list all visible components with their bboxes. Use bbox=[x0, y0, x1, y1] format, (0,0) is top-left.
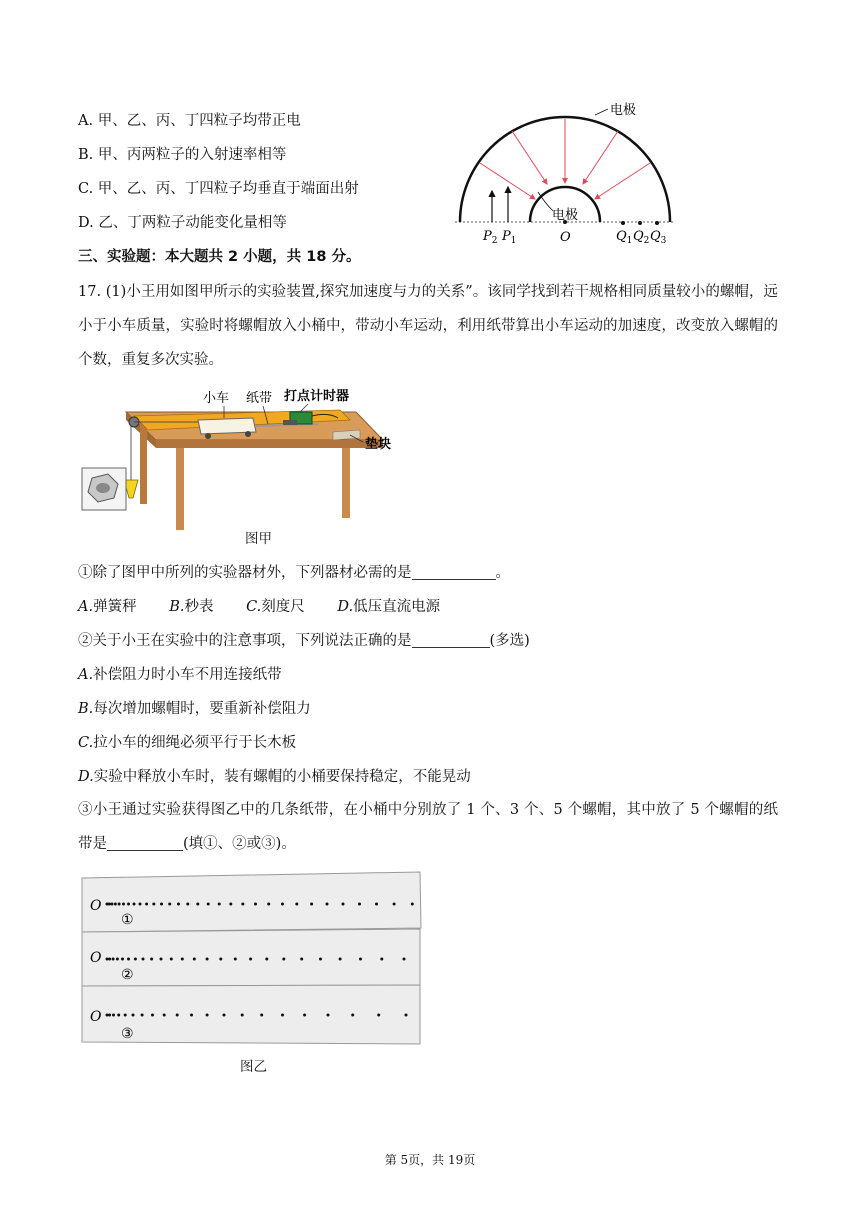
tape-2-origin: O bbox=[90, 950, 102, 966]
tape-dot bbox=[108, 958, 111, 961]
q2-option-d: D.实验中释放小车时，装有螺帽的小桶要保持稳定，不能晃动 bbox=[78, 769, 471, 785]
label-q2: Q bbox=[633, 229, 644, 244]
option-d: D. 乙、丁两粒子动能变化量相等 bbox=[78, 215, 287, 231]
tape-dot bbox=[132, 1014, 135, 1017]
option-a: A. 甲、乙、丙、丁四粒子均带正电 bbox=[78, 113, 301, 129]
option-c: C. 甲、乙、丙、丁四粒子均垂直于端面出射 bbox=[78, 181, 359, 197]
tape-1-label: ① bbox=[121, 912, 134, 928]
tape-dot bbox=[358, 903, 361, 906]
tape-dot bbox=[260, 1014, 263, 1017]
q1-stem: ①除了图甲中所列的实验器材外，下列器材必需的是 。 bbox=[78, 565, 510, 581]
label-o: O bbox=[560, 230, 571, 245]
tape-dot bbox=[145, 903, 148, 906]
tape-dot bbox=[116, 958, 119, 961]
tape-dot bbox=[117, 1014, 120, 1017]
tape-dot bbox=[108, 1014, 111, 1017]
label-q1-sub: 1 bbox=[626, 236, 633, 246]
tape-dot bbox=[110, 903, 113, 906]
tape-dot bbox=[223, 1014, 226, 1017]
tape-dot bbox=[327, 1014, 330, 1017]
tape-dot bbox=[134, 958, 137, 961]
tape-dot bbox=[241, 1014, 244, 1017]
tape-dot bbox=[351, 1014, 354, 1017]
q17-intro: 17. (1)小王用如图甲所示的实验装置,探究加速度与力的关系”。该同学找到若干规格相同质量较小的螺帽，远小于小车质量，实验时将螺帽放入小桶中，带动小车运动，利用纸带算出小车运动的加速度，改变放入螺帽的个数，重复多次实验。 bbox=[78, 284, 778, 368]
tape-dot bbox=[127, 958, 130, 961]
tape-3-label: ③ bbox=[121, 1026, 134, 1042]
tape-dot bbox=[190, 1014, 193, 1017]
tape-dot bbox=[163, 1014, 166, 1017]
tape-dot bbox=[168, 903, 171, 906]
caption-jia: 图甲 bbox=[245, 531, 272, 547]
tape-dot bbox=[326, 903, 329, 906]
tape-dot bbox=[112, 1014, 115, 1017]
label-block: 垫块 bbox=[365, 437, 392, 452]
page-footer: 第 5页，共 19页 bbox=[384, 1153, 476, 1167]
tape-dot bbox=[160, 903, 163, 906]
q2-option-c: C.拉小车的细绳必须平行于长木板 bbox=[78, 735, 297, 751]
tape-dot bbox=[393, 903, 396, 906]
tape-dot bbox=[229, 903, 232, 906]
option-b: B. 甲、丙两粒子的入射速率相等 bbox=[78, 147, 287, 163]
caption-yi: 图乙 bbox=[240, 1059, 267, 1075]
svg-text:Q2 bbox=[633, 229, 649, 246]
tape-dot bbox=[339, 958, 342, 961]
q1-options: A.弹簧秤 B.秒表 C.刻度尺 D.低压直流电源 bbox=[78, 599, 441, 615]
tape-3 bbox=[82, 985, 420, 1044]
label-tape: 纸带 bbox=[246, 391, 273, 406]
answer-blank-2[interactable] bbox=[412, 631, 490, 648]
tape-dot bbox=[160, 958, 163, 961]
tape-dot bbox=[265, 958, 268, 961]
tape-dot bbox=[142, 958, 145, 961]
tape-dot bbox=[403, 958, 406, 961]
tape-dot bbox=[121, 958, 124, 961]
tape-dot bbox=[254, 903, 257, 906]
tape-dot bbox=[152, 903, 155, 906]
tape-dot bbox=[122, 903, 125, 906]
label-timer: 打点计时器 bbox=[284, 389, 350, 404]
tape-dot bbox=[234, 958, 237, 961]
tape-dot bbox=[206, 958, 209, 961]
tape-dot bbox=[181, 958, 184, 961]
label-q3: Q bbox=[650, 229, 661, 244]
svg-text:P2 bbox=[482, 229, 497, 246]
tape-dot bbox=[267, 903, 270, 906]
label-car: 小车 bbox=[203, 391, 230, 406]
tape-dot bbox=[177, 903, 180, 906]
tape-dot bbox=[114, 903, 117, 906]
tape-dot bbox=[310, 903, 313, 906]
paper-tapes-figure bbox=[80, 872, 425, 1047]
q3-stem: ③小王通过实验获得图乙中的几条纸带，在小桶中分别放了 1 个、3 个、5 个螺帽，其中放了 5 个螺帽的纸带是 (填①、②或③)。 bbox=[78, 802, 778, 852]
tape-dot bbox=[405, 1014, 408, 1017]
answer-blank-1[interactable] bbox=[412, 563, 496, 580]
tape-1 bbox=[82, 872, 421, 932]
tape-dot bbox=[207, 903, 210, 906]
tape-dot bbox=[281, 903, 284, 906]
tape-2 bbox=[82, 929, 420, 986]
tape-dot bbox=[319, 958, 322, 961]
tape-dot bbox=[193, 958, 196, 961]
label-q2-sub: 2 bbox=[643, 236, 650, 246]
tape-dot bbox=[218, 903, 221, 906]
label-p2: P bbox=[483, 229, 492, 244]
apparatus-figure bbox=[78, 380, 392, 545]
tape-dot bbox=[281, 1014, 284, 1017]
tape-dot bbox=[411, 903, 414, 906]
q2-option-a: A.补偿阻力时小车不用连接纸带 bbox=[78, 667, 282, 683]
q2-option-b: B.每次增加螺帽时，要重新补偿阻力 bbox=[78, 701, 311, 717]
svg-text:Q3 bbox=[650, 229, 667, 246]
tape-dot bbox=[241, 903, 244, 906]
tape-dot bbox=[186, 903, 189, 906]
svg-text:P1 bbox=[501, 229, 516, 246]
tape-dot bbox=[219, 958, 222, 961]
label-q3-sub: 3 bbox=[660, 236, 667, 246]
tape-dot bbox=[249, 958, 252, 961]
label-p1-sub: 1 bbox=[510, 236, 517, 246]
electrode-figure bbox=[450, 95, 690, 255]
tape-dot bbox=[303, 1014, 306, 1017]
tape-dot bbox=[108, 903, 111, 906]
tape-dot bbox=[106, 1014, 109, 1017]
svg-text:Q1 bbox=[616, 229, 632, 246]
tape-2-label: ② bbox=[121, 967, 134, 983]
tape-dot bbox=[112, 958, 115, 961]
answer-blank-3[interactable] bbox=[107, 834, 183, 851]
label-p1: P bbox=[502, 229, 511, 244]
outer-electrode-label: 电极 bbox=[610, 103, 637, 118]
section-heading: 三、实验题：本大题共 2 小题，共 18 分。 bbox=[78, 249, 361, 265]
tape-dot bbox=[150, 958, 153, 961]
tape-dot bbox=[359, 958, 362, 961]
q2-stem: ②关于小王在实验中的注意事项，下列说法正确的是 (多选) bbox=[78, 633, 530, 649]
tape-dot bbox=[133, 903, 136, 906]
tape-dot bbox=[377, 1014, 380, 1017]
tape-dot bbox=[282, 958, 285, 961]
tape-dot bbox=[300, 958, 303, 961]
tape-dot bbox=[196, 903, 199, 906]
tape-dot bbox=[295, 903, 298, 906]
tape-dot bbox=[124, 1014, 127, 1017]
tape-dot bbox=[106, 958, 109, 961]
label-p2-sub: 2 bbox=[491, 236, 498, 246]
tape-dot bbox=[375, 903, 378, 906]
tape-dot bbox=[170, 958, 173, 961]
tape-1-origin: O bbox=[90, 898, 102, 914]
tape-dot bbox=[206, 1014, 209, 1017]
tape-dot bbox=[176, 1014, 179, 1017]
label-q1: Q bbox=[616, 229, 627, 244]
tape-3-origin: O bbox=[90, 1009, 102, 1025]
tape-dot bbox=[342, 903, 345, 906]
tape-dot bbox=[127, 903, 130, 906]
tape-dot bbox=[139, 903, 142, 906]
tape-dot bbox=[118, 903, 121, 906]
inner-electrode-label: 电极 bbox=[552, 208, 579, 223]
tape-dot bbox=[380, 958, 383, 961]
tape-dot bbox=[141, 1014, 144, 1017]
tape-dot bbox=[151, 1014, 154, 1017]
